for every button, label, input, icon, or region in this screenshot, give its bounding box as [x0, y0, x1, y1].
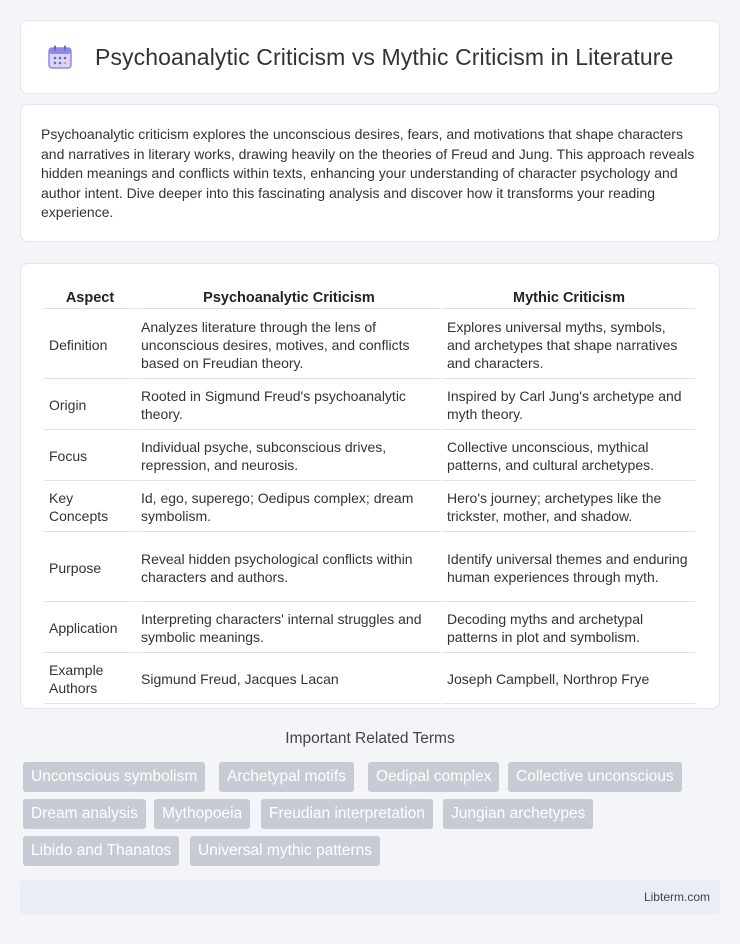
row-aspect: Application — [45, 604, 135, 653]
row-aspect: Definition — [45, 311, 135, 379]
footer — [20, 880, 720, 914]
related-term-tag[interactable]: Mythopoeia — [154, 799, 250, 829]
related-term-tag[interactable]: Dream analysis — [23, 799, 146, 829]
column-header-psychoanalytic: Psychoanalytic Criticism — [137, 286, 441, 309]
comparison-table — [43, 284, 697, 706]
related-term-tag[interactable]: Libido and Thanatos — [23, 836, 179, 866]
table-row — [45, 432, 695, 481]
row-aspect: Key Concepts — [45, 483, 135, 532]
psychoanalytic-cell: Interpreting characters' internal struggles and symbolic meanings. — [137, 604, 441, 653]
table-row — [45, 534, 695, 602]
related-terms-title: Important Related Terms — [285, 730, 455, 747]
table-row — [45, 381, 695, 430]
row-aspect: Purpose — [45, 534, 135, 602]
calendar-icon — [47, 44, 73, 70]
psychoanalytic-cell: Reveal hidden psychological conflicts within characters and authors. — [137, 534, 441, 602]
table-header-row — [45, 286, 695, 309]
related-term-tag[interactable]: Oedipal complex — [368, 762, 499, 792]
mythic-cell: Identify universal themes and enduring human experiences through myth. — [443, 534, 695, 602]
column-header-aspect: Aspect — [45, 286, 135, 309]
table-row — [45, 311, 695, 379]
mythic-cell: Hero's journey; archetypes like the trickster, mother, and shadow. — [443, 483, 695, 532]
header-card — [20, 20, 720, 94]
row-aspect: Origin — [45, 381, 135, 430]
mythic-cell: Decoding myths and archetypal patterns in plot and symbolism. — [443, 604, 695, 653]
table-row — [45, 655, 695, 704]
row-aspect: Focus — [45, 432, 135, 481]
psychoanalytic-cell: Rooted in Sigmund Freud's psychoanalytic theory. — [137, 381, 441, 430]
psychoanalytic-cell: Individual psyche, subconscious drives, repression, and neurosis. — [137, 432, 441, 481]
table-row — [45, 483, 695, 532]
intro-text: Psychoanalytic criticism explores the unconscious desires, fears, and motivations that shape characters and narratives in literary works, drawing heavily on the theories of Freud and Jung. This approach reveals hidden meanings and conflicts within texts, enhancing your understanding of character psychology and author intent. Dive deeper into this fascinating analysis and discover how it transforms your reading experience. — [41, 126, 695, 221]
row-aspect: Example Authors — [45, 655, 135, 704]
related-term-tag[interactable]: Unconscious symbolism — [23, 762, 205, 792]
related-term-tag[interactable]: Universal mythic patterns — [190, 836, 380, 866]
related-term-tag[interactable]: Collective unconscious — [508, 762, 682, 792]
psychoanalytic-cell: Analyzes literature through the lens of unconscious desires, motives, and conflicts based on Freudian theory. — [137, 311, 441, 379]
footer-link[interactable]: Libterm.com — [643, 890, 710, 904]
table-row — [45, 604, 695, 653]
column-header-mythic: Mythic Criticism — [443, 286, 695, 309]
comparison-table-card — [20, 263, 720, 709]
mythic-cell: Joseph Campbell, Northrop Frye — [443, 655, 695, 704]
mythic-cell: Explores universal myths, symbols, and archetypes that shape narratives and characters. — [443, 311, 695, 379]
related-term-tag[interactable]: Archetypal motifs — [219, 762, 354, 792]
mythic-cell: Collective unconscious, mythical patterns, and cultural archetypes. — [443, 432, 695, 481]
related-term-tag[interactable]: Jungian archetypes — [443, 799, 593, 829]
intro-card — [20, 104, 720, 242]
page-title: Psychoanalytic Criticism vs Mythic Criticism in Literature — [95, 43, 674, 70]
psychoanalytic-cell: Sigmund Freud, Jacques Lacan — [137, 655, 441, 704]
psychoanalytic-cell: Id, ego, superego; Oedipus complex; dream symbolism. — [137, 483, 441, 532]
related-term-tag[interactable]: Freudian interpretation — [261, 799, 433, 829]
mythic-cell: Inspired by Carl Jung's archetype and myth theory. — [443, 381, 695, 430]
